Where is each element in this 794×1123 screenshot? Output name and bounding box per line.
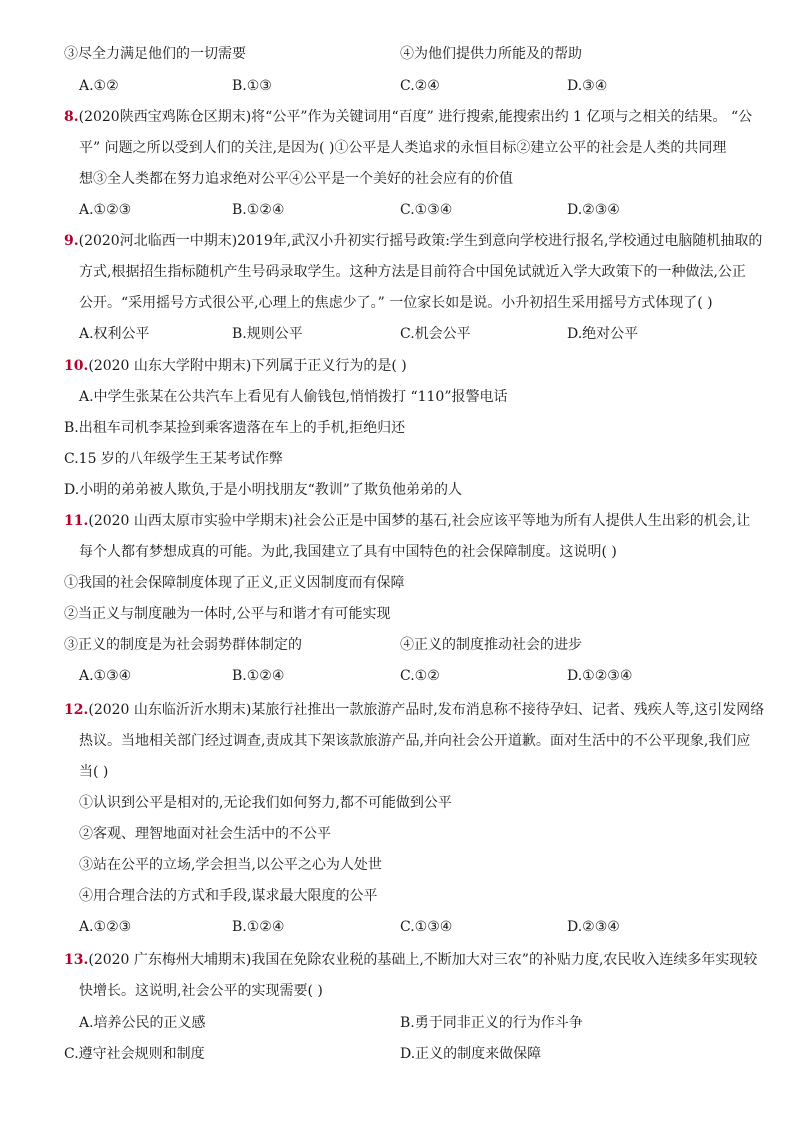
option-c: C.①③④ xyxy=(400,202,453,218)
statement-2: ②当正义与制度融为一体时,公平与和谐才有可能实现 xyxy=(64,606,391,622)
statement-3: ③尽全力满足他们的一切需要 xyxy=(64,46,246,62)
question-12-line-1 xyxy=(64,700,764,720)
option-b: B.规则公平 xyxy=(232,326,303,342)
option-b: B.勇于同非正义的行为作斗争 xyxy=(400,1015,583,1031)
option-a: A.权利公平 xyxy=(79,326,150,342)
question-8-line-2: 平” 问题之所以受到人们的关注,是因为( )①公平是人类追求的永恒目标②建立公平的社会是人类的共同理 xyxy=(79,140,727,156)
option-c: C.遵守社会规则和制度 xyxy=(64,1046,205,1062)
choice-a: A.中学生张某在公共汽车上看见有人偷钱包,悄悄拨打 “110”报警电话 xyxy=(79,389,508,405)
option-b: B.①②④ xyxy=(232,919,285,935)
option-d: D.③④ xyxy=(567,78,608,94)
question-8-line-3: 想③全人类都在努力追求绝对公平④公平是一个美好的社会应有的价值 xyxy=(79,171,513,187)
option-a: A.培养公民的正义感 xyxy=(79,1015,206,1031)
statement-1: ①认识到公平是相对的,无论我们如何努力,都不可能做到公平 xyxy=(79,795,452,811)
option-a: A.①②③ xyxy=(79,202,132,218)
question-8-line-1 xyxy=(64,107,752,127)
question-stem: (2020河北临西一中期末)2019年,武汉小升初实行摇号政策:学生到意向学校进行报名,学校通过电脑随机抽取的 xyxy=(78,233,763,249)
question-number: 11. xyxy=(64,513,89,529)
option-d: D.正义的制度来做保障 xyxy=(400,1046,542,1062)
question-12-line-3: 当( ) xyxy=(79,764,109,780)
choice-d: D.小明的弟弟被人欺负,于是小明找朋友“教训”了欺负他弟弟的人 xyxy=(64,482,462,498)
question-stem: (2020陕西宝鸡陈仓区期末)将“公平”作为关键词用“百度” 进行搜索,能搜索出约 1 亿项与之相关的结果。 “公 xyxy=(78,109,753,125)
question-stem: (2020 山西太原市实验中学期末)社会公正是中国梦的基石,社会应该平等地为所有人提供人生出彩的机会,让 xyxy=(88,513,751,529)
question-stem: (2020 山东大学附中期末)下列属于正义行为的是( ) xyxy=(88,358,407,374)
question-number: 8. xyxy=(64,109,79,125)
statement-4: ④用合理合法的方式和手段,谋求最大限度的公平 xyxy=(79,888,378,904)
question-12-line-2: 热议。当地相关部门经过调查,责成其下架该款旅游产品,并向社会公开道歉。面对生活中的不公平现象,我们应 xyxy=(79,733,751,749)
question-number: 9. xyxy=(64,233,79,249)
statement-1: ①我国的社会保障制度体现了正义,正义因制度而有保障 xyxy=(64,575,405,591)
question-number: 12. xyxy=(64,702,89,718)
question-number: 10. xyxy=(64,358,89,374)
question-number: 13. xyxy=(64,952,89,968)
option-d: D.②③④ xyxy=(567,202,620,218)
statement-3: ③站在公平的立场,学会担当,以公平之心为人处世 xyxy=(79,857,382,873)
option-a: A.①③④ xyxy=(79,668,132,684)
question-11-line-2: 每个人都有梦想成真的可能。为此,我国建立了具有中国特色的社会保障制度。这说明( ) xyxy=(79,544,617,560)
statement-4: ④为他们提供力所能及的帮助 xyxy=(400,46,582,62)
option-a: A.①② xyxy=(79,78,119,94)
option-d: D.①②③④ xyxy=(567,668,633,684)
option-a: A.①②③ xyxy=(79,919,132,935)
question-13-line-1 xyxy=(64,950,757,970)
option-d: D.绝对公平 xyxy=(567,326,639,342)
statement-2: ②客观、理智地面对社会生活中的不公平 xyxy=(79,826,331,842)
option-c: C.①② xyxy=(400,668,440,684)
question-9-line-1 xyxy=(64,231,762,251)
question-9-line-2: 方式,根据招生指标随机产生号码录取学生。这种方法是目前符合中国免试就近入学大政策下的一种做法,公正 xyxy=(79,264,746,280)
choice-b: B.出租车司机李某捡到乘客遗落在车上的手机,拒绝归还 xyxy=(64,420,406,436)
option-b: B.①②④ xyxy=(232,202,285,218)
statement-4: ④正义的制度推动社会的进步 xyxy=(400,637,582,653)
option-b: B.①③ xyxy=(232,78,272,94)
question-stem: (2020 广东梅州大埔期末)我国在免除农业税的基础上,不断加大对三农”的补贴力度,农民收入连续多年实现较 xyxy=(88,952,758,968)
statement-3: ③正义的制度是为社会弱势群体制定的 xyxy=(64,637,302,653)
question-10-line-1 xyxy=(64,356,407,376)
question-13-line-2: 快增长。这说明,社会公平的实现需要( ) xyxy=(79,983,323,999)
option-c: C.②④ xyxy=(400,78,440,94)
option-b: B.①②④ xyxy=(232,668,285,684)
option-d: D.②③④ xyxy=(567,919,620,935)
question-11-line-1 xyxy=(64,511,750,531)
choice-c: C.15 岁的八年级学生王某考试作弊 xyxy=(64,451,283,467)
option-c: C.机会公平 xyxy=(400,326,471,342)
option-c: C.①③④ xyxy=(400,919,453,935)
question-stem: (2020 山东临沂沂水期末)某旅行社推出一款旅游产品时,发布消息称不接待孕妇、记者、残疾人等,这引发网络 xyxy=(88,702,765,718)
question-9-line-3: 公开。“采用摇号方式很公平,心理上的焦虑少了。” 一位家长如是说。小升初招生采用摇号方式体现了( ) xyxy=(79,295,713,311)
